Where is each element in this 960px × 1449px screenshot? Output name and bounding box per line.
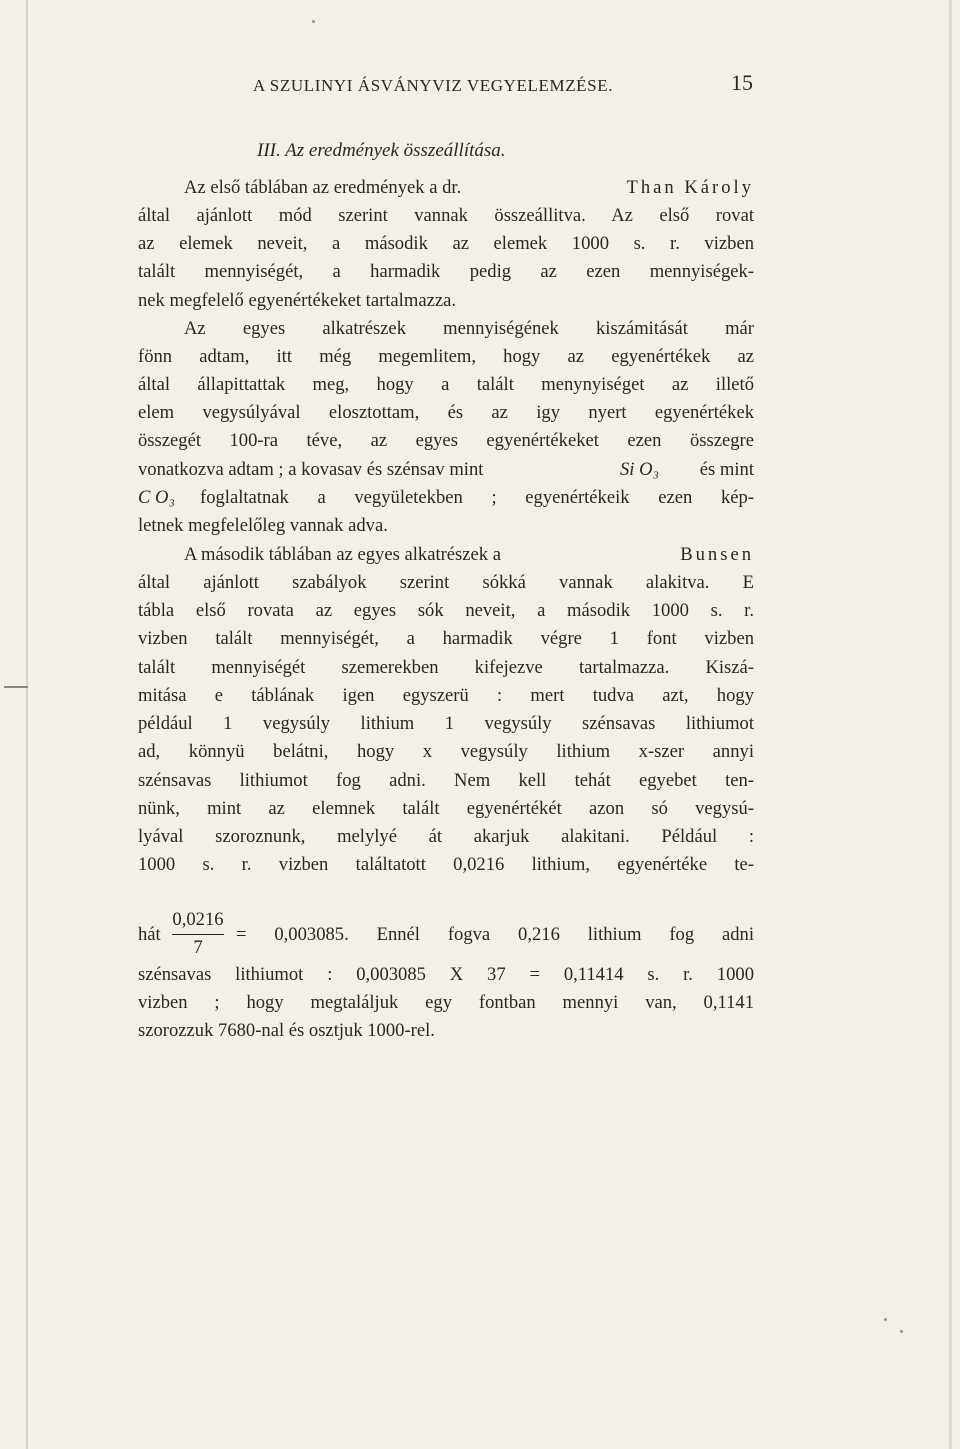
author-name: Bunsen [680,544,754,565]
text-line: vonatkozva adtam ; a kovasav és szénsav mint Si O₃ és mint [138,457,754,483]
text-line: által ajánlott mód szerint vannak összeállitva. Az első rovat [138,205,754,226]
formula-prefix: hát [138,924,161,945]
text-line: C O₃ foglaltatnak a vegyületekben ; egyenértékeik ezen kép- [138,487,754,508]
fraction [172,908,224,959]
fraction-denominator: 7 [193,937,203,958]
text-line: szorozzuk 7680-nal és osztjuk 1000-rel. [138,1020,435,1041]
formula-c-o3: C O₃ [138,487,175,508]
text-line: tábla első rovata az egyes sók neveit, a második 1000 s. r. [138,600,754,621]
text-line: ad, könnyü belátni, hogy x vegysúly lithium x-szer annyi [138,741,754,762]
text-line: lyával szoroznunk, melylyé át akarjuk alakitani. Például : [138,826,754,847]
fraction-numerator: 0,0216 [172,909,224,930]
running-header [253,70,753,100]
section-title: III. Az eredmények összeállítása. [257,140,506,161]
text-line: letnek megfelelőleg vannak adva. [138,515,388,536]
text-line: A második táblában az egyes alkatrészek a Bunsen [184,542,754,568]
text-line: vizben ; hogy megtaláljuk egy fontban mennyi van, 0,1141 [138,992,754,1013]
fraction-bar [172,934,224,935]
running-title: A SZULINYI ÁSVÁNYVIZ VEGYELEMZÉSE. [253,76,614,95]
text-line: fönn adtam, itt még megemlitem, hogy az egyenértékek az [138,346,754,367]
text-line: az elemek neveit, a második az elemek 1000 s. r. vizben [138,233,754,254]
author-name: Than Károly [626,177,754,198]
paper-speck [312,20,315,23]
margin-mark [4,686,28,688]
text-line: összegét 100-ra téve, az egyes egyenértékeket ezen összegre [138,430,754,451]
text-line: nünk, mint az elemnek talált egyenértékét azon só vegysú- [138,798,754,819]
paper-speck [900,1330,903,1333]
text-line: szénsavas lithiumot : 0,003085 X 37 = 0,11414 s. r. 1000 [138,964,754,985]
text-line: által ajánlott szabályok szerint sókká vannak alakitva. E [138,572,754,593]
page-right-edge [949,0,952,1449]
text-line: vizben talált mennyiségét, a harmadik végre 1 font vizben [138,628,754,649]
text-line: által állapittattak meg, hogy a talált menynyiséget az illető [138,374,754,395]
formula-result: = 0,003085. Ennél fogva 0,216 lithium fog adni [236,924,754,945]
paper-speck [884,1318,887,1321]
text-line: nek megfelelő egyenértékeket tartalmazza. [138,290,456,311]
page-number: 15 [731,70,753,95]
text-line: mitása e táblának igen egyszerü : mert tudva azt, hogy [138,685,754,706]
text-line: 1000 s. r. vizben találtatott 0,0216 lithium, egyenértéke te- [138,854,754,875]
text-line: szénsavas lithiumot fog adni. Nem kell tehát egyebet ten- [138,770,754,791]
formula-si-o3: Si O₃ [620,459,660,480]
text-line: Az egyes alkatrészek mennyiségének kiszámitását már [184,318,754,339]
formula-line [138,908,754,958]
text-line: Az első táblában az eredmények a dr. Than Károly [184,175,754,201]
text-line: talált mennyiségét szemerekben kifejezve tartalmazza. Kiszá- [138,657,754,678]
text-line: elem vegysúlyával elosztottam, és az igy nyert egyenértékek [138,402,754,423]
page-binding-edge [26,0,28,1449]
text-line: talált mennyiségét, a harmadik pedig az ezen mennyiségek- [138,261,754,282]
text-line: például 1 vegysúly lithium 1 vegysúly szénsavas lithiumot [138,713,754,734]
